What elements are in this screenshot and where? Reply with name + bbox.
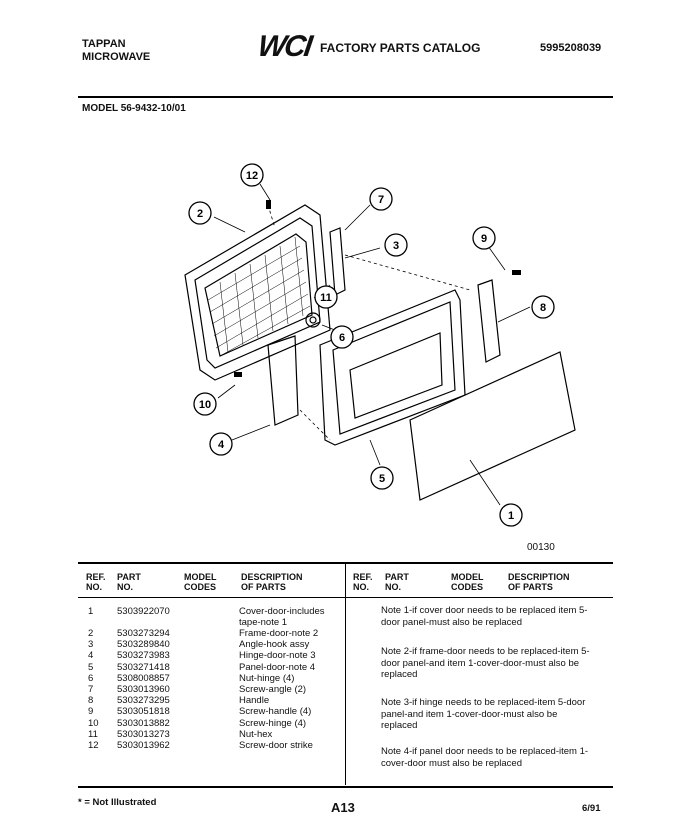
ref-no-cell: 7	[88, 684, 94, 695]
description-cell: Screw-handle (4)	[239, 706, 312, 718]
figure-number: 00130	[527, 542, 555, 553]
description-cell: Hinge-door-note 3	[239, 650, 316, 662]
part-no-cell: 5303013273	[117, 728, 170, 740]
ref-no-cell: 9	[88, 706, 94, 718]
header-underline	[78, 597, 613, 598]
callout-7: 7	[377, 194, 385, 206]
part-no-cell: 5303013882	[117, 717, 170, 729]
ref-no-cell: 3	[88, 639, 94, 651]
description-cell: Cover-door-includes	[239, 606, 325, 617]
part-no-cell: 5308008857	[117, 672, 170, 684]
description-cell: Nut-hinge (4)	[239, 672, 295, 684]
note-3: Note 3-if hinge needs to be replaced-item 5-door panel-and item 1-cover-door-must also be replaced	[381, 697, 586, 731]
callout-9: 9	[480, 233, 488, 245]
brand-name: TAPPAN	[82, 38, 126, 50]
col-description: DESCRIPTION OF PARTS	[241, 572, 303, 592]
part-no-cell: 5303271418	[117, 661, 170, 673]
part-no-cell: 5303013962	[117, 740, 170, 751]
callout-8: 8	[539, 302, 547, 314]
col-ref-no-2: REF. NO.	[353, 572, 373, 592]
callout-6: 6	[338, 332, 346, 344]
product-type: MICROWAVE	[82, 51, 151, 63]
ref-no-cell: 11	[88, 728, 98, 740]
hinge-part	[268, 336, 298, 425]
page-number: A13	[331, 800, 355, 815]
callout-12: 12	[245, 170, 259, 182]
description-cell: Panel-door-note 4	[239, 661, 316, 673]
callout-4: 4	[217, 439, 225, 451]
panel-door-part	[320, 290, 465, 445]
catalog-title: FACTORY PARTS CATALOG	[320, 41, 481, 55]
ref-no-cell: 8	[88, 695, 94, 707]
description-cell: Screw-hinge (4)	[239, 717, 307, 729]
part-no-cell: 5303013960	[117, 684, 170, 695]
frame-door-part	[185, 205, 330, 380]
part-no-cell: 5303051818	[117, 706, 170, 718]
callout-3: 3	[392, 240, 400, 252]
note-1: Note 1-if cover door needs to be replaced item 5-door panel-must also be replaced	[381, 605, 588, 628]
revision-date: 6/91	[582, 803, 601, 814]
col-model-codes: MODEL CODES	[184, 572, 217, 592]
ref-no-cell: 2	[88, 628, 94, 639]
note-4: Note 4-if panel door needs to be replaced-item 1-cover-door must also be replaced	[381, 746, 589, 769]
handle-part	[478, 280, 500, 362]
callout-1: 1	[507, 510, 515, 522]
callout-10: 10	[198, 399, 212, 411]
description-cell: Screw-door strike	[239, 740, 313, 751]
note-2: Note 2-if frame-door needs to be replaced-item 5-door panel-and item 1-cover-door-must also be replaced	[381, 646, 590, 680]
description-cell: Screw-angle (2)	[239, 684, 307, 695]
description-cell-cont: tape-note 1	[239, 617, 288, 628]
model-number: MODEL 56-9432-10/01	[82, 103, 186, 114]
description-cell: Frame-door-note 2	[239, 628, 319, 639]
description-cell: Angle-hook assy	[239, 639, 310, 651]
callout-11: 11	[320, 292, 332, 304]
col-part-no-2: PART NO.	[385, 572, 409, 592]
part-no-cell: 5303273294	[117, 628, 170, 639]
col-ref-no: REF. NO.	[86, 572, 106, 592]
ref-no-cell: 5	[88, 661, 94, 673]
description-cell: Nut-hex	[239, 728, 273, 740]
cover-door-part	[410, 352, 575, 500]
catalog-number: 5995208039	[540, 42, 602, 54]
not-illustrated-legend: * = Not Illustrated	[78, 797, 157, 808]
table-bottom-rule	[78, 786, 613, 788]
part-no-cell: 5303922070	[117, 606, 170, 617]
ref-no-cell: 10	[88, 717, 99, 729]
ref-no-cell: 6	[88, 672, 94, 684]
ref-no-cell: 1	[88, 606, 94, 617]
ref-no-cell: 12	[88, 740, 99, 751]
description-cell: Handle	[239, 695, 270, 707]
callout-5: 5	[378, 473, 386, 485]
part-no-cell: 5303273295	[117, 695, 170, 707]
part-no-cell: 5303273983	[117, 650, 170, 662]
ref-no-cell: 4	[88, 650, 94, 662]
col-part-no: PART NO.	[117, 572, 141, 592]
angle-hook-part	[330, 228, 345, 295]
part-no-cell: 5303289840	[117, 639, 170, 651]
col-description-2: DESCRIPTION OF PARTS	[508, 572, 570, 592]
col-model-codes-2: MODEL CODES	[451, 572, 484, 592]
callout-2: 2	[196, 208, 204, 220]
wci-logo: WCI	[255, 30, 313, 63]
